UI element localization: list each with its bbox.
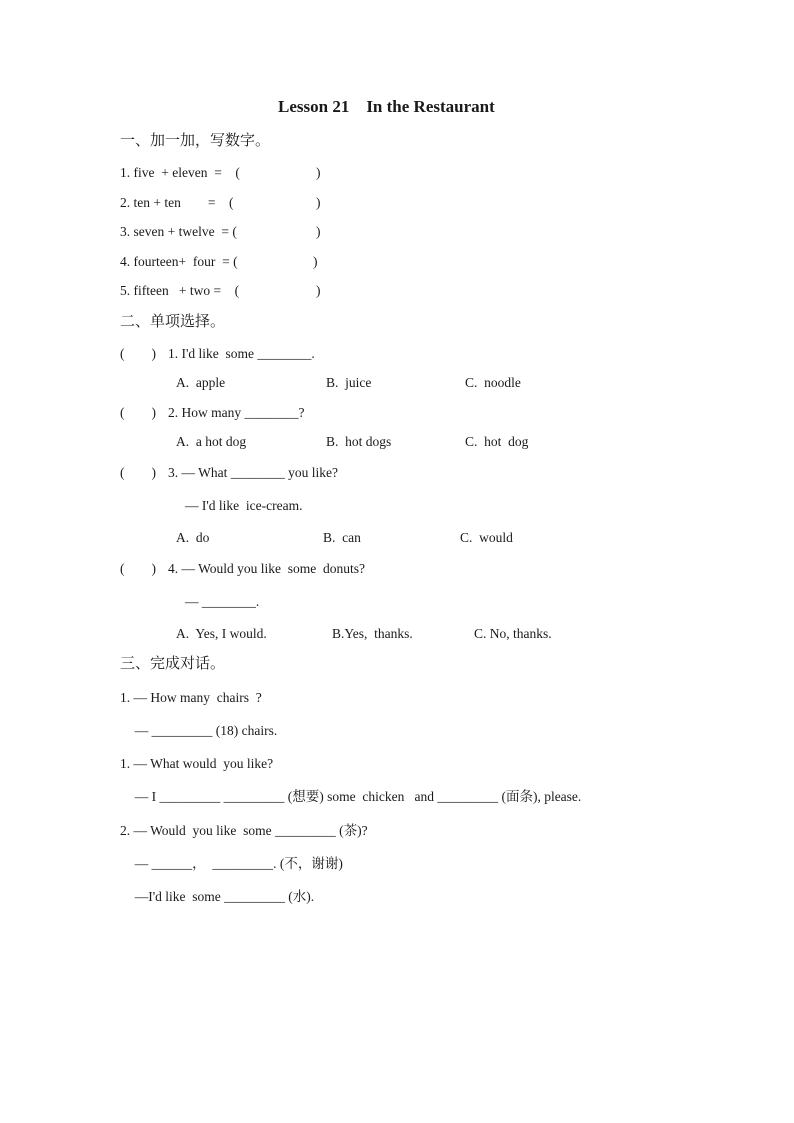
- section2-heading: 二、单项选择。: [120, 314, 226, 330]
- page-title: Lesson 21 In the Restaurant: [278, 97, 495, 116]
- dialogue-line-4: — I _________ _________ (想要) some chicken and _________ (面条), please.: [128, 789, 582, 804]
- question-4-reply: — ________.: [185, 594, 260, 609]
- question-2-stem: 2. How many ________?: [168, 405, 305, 420]
- sum-item-4: 4. fourteen+ four = (: [120, 254, 238, 269]
- q3-option-c: C. would: [460, 530, 513, 545]
- dialogue-line-6: — ______， _________. (不，谢谢): [128, 856, 343, 871]
- q3-option-a: A. do: [176, 530, 210, 545]
- q2-option-c: C. hot dog: [465, 434, 529, 449]
- sum-item-2-close: ): [316, 195, 321, 210]
- q1-option-a: A. apple: [176, 375, 226, 390]
- answer-paren-1: ( ): [120, 346, 156, 361]
- dialogue-line-1: 1. — How many chairs ?: [120, 690, 262, 705]
- sum-item-4-close: ): [313, 254, 318, 269]
- dialogue-line-2: — _________ (18) chairs.: [128, 723, 278, 738]
- sum-item-1: 1. five + eleven = (: [120, 165, 240, 180]
- question-1-stem: 1. I'd like some ________.: [168, 346, 315, 361]
- question-3-stem: 3. — What ________ you like?: [168, 465, 338, 480]
- dialogue-line-5: 2. — Would you like some _________ (茶)?: [120, 823, 368, 838]
- section3-heading: 三、完成对话。: [120, 656, 226, 672]
- answer-paren-2: ( ): [120, 405, 156, 420]
- q4-option-a: A. Yes, I would.: [176, 626, 267, 641]
- dialogue-line-7: —I'd like some _________ (水).: [128, 889, 315, 904]
- sum-item-3-close: ): [316, 224, 321, 239]
- question-4-stem: 4. — Would you like some donuts?: [168, 561, 366, 576]
- q1-option-c: C. noodle: [465, 375, 521, 390]
- q2-option-a: A. a hot dog: [176, 434, 247, 449]
- answer-paren-4: ( ): [120, 561, 156, 576]
- sum-item-2: 2. ten + ten = (: [120, 195, 234, 210]
- sum-item-5-close: ): [316, 283, 321, 298]
- question-3-reply: — I'd like ice-cream.: [185, 498, 303, 513]
- sum-item-5: 5. fifteen + two = (: [120, 283, 240, 298]
- sum-item-1-close: ): [316, 165, 321, 180]
- q2-option-b: B. hot dogs: [326, 434, 392, 449]
- q4-option-b: B.Yes, thanks.: [332, 626, 413, 641]
- q1-option-b: B. juice: [326, 375, 372, 390]
- section1-heading: 一、加一加，写数字。: [120, 133, 271, 149]
- answer-paren-3: ( ): [120, 465, 156, 480]
- dialogue-line-3: 1. — What would you like?: [120, 756, 274, 771]
- sum-item-3: 3. seven + twelve = (: [120, 224, 237, 239]
- q4-option-c: C. No, thanks.: [474, 626, 552, 641]
- q3-option-b: B. can: [323, 530, 361, 545]
